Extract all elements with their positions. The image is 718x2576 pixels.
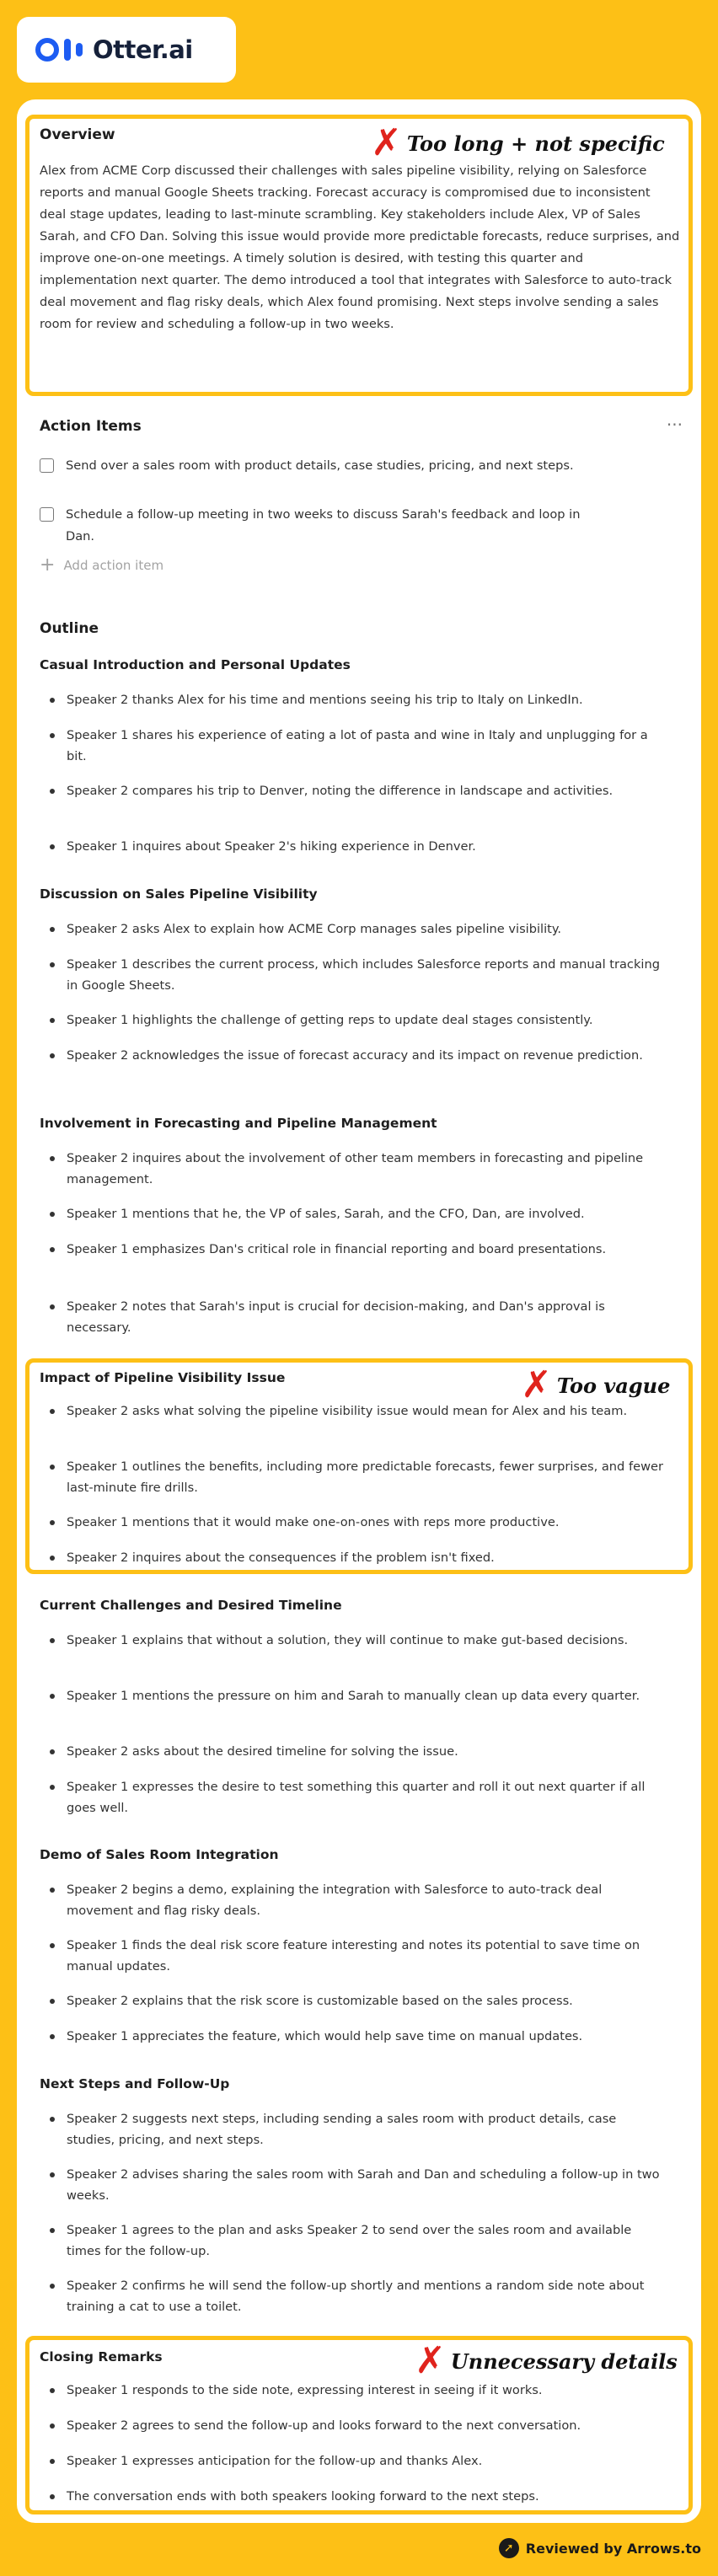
outline-bullet: Speaker 1 describes the current process, which includes Salesforce reports and manual tracking in Google Sheets. (67, 954, 665, 996)
outline-section-title: Demo of Sales Room Integration (40, 1847, 279, 1862)
otter-logo-icon (35, 38, 83, 62)
outline-bullet: Speaker 1 agrees to the plan and asks Speaker 2 to send over the sales room and available times for the follow-up. (67, 2220, 665, 2262)
outline-bullet: Speaker 2 advises sharing the sales room with Sarah and Dan and scheduling a follow-up in two weeks. (67, 2164, 665, 2206)
outline-bullet: Speaker 1 expresses the desire to test something this quarter and roll it out next quarter if all goes well. (67, 1776, 665, 1818)
outline-bullet: Speaker 2 asks Alex to explain how ACME Corp manages sales pipeline visibility. (67, 918, 665, 940)
reviewed-by-badge[interactable]: ➚ Reviewed by Arrows.to (499, 2538, 701, 2558)
outline-bullet: Speaker 1 responds to the side note, expressing interest in seeing if it works. (67, 2380, 665, 2401)
action-item-text: Send over a sales room with product details, case studies, pricing, and next steps. (66, 458, 574, 473)
outline-bullet: Speaker 2 compares his trip to Denver, noting the difference in landscape and activities. (67, 780, 665, 801)
action-item-checkbox[interactable] (40, 458, 54, 473)
outline-bullet: Speaker 1 highlights the challenge of getting reps to update deal stages consistently. (67, 1010, 665, 1031)
outline-bullet: Speaker 2 thanks Alex for his time and mentions seeing his trip to Italy on LinkedIn. (67, 689, 665, 710)
outline-bullet: Speaker 1 appreciates the feature, which would help save time on manual updates. (67, 2026, 665, 2047)
outline-bullet: Speaker 1 outlines the benefits, including more predictable forecasts, fewer surprises, and fewer last-minute fire drills. (67, 1456, 665, 1498)
outline-bullet: Speaker 2 asks about the desired timeline for solving the issue. (67, 1741, 665, 1762)
outline-bullet: Speaker 2 explains that the risk score is customizable based on the sales process. (67, 1990, 665, 2011)
outline-bullet: Speaker 2 confirms he will send the follow-up shortly and mentions a random side note about training a cat to use a toilet. (67, 2275, 665, 2317)
x-mark-icon: ✗ (371, 121, 402, 164)
outline-bullet: Speaker 2 acknowledges the issue of forecast accuracy and its impact on revenue prediction. (67, 1045, 665, 1066)
action-items-title: Action Items (40, 418, 142, 435)
otter-logo (17, 17, 236, 83)
outline-bullet: Speaker 2 inquires about the consequences if the problem isn't fixed. (67, 1547, 665, 1568)
outline-bullet: Speaker 1 expresses anticipation for the follow-up and thanks Alex. (67, 2450, 665, 2472)
outline-bullet: Speaker 1 mentions that he, the VP of sales, Sarah, and the CFO, Dan, are involved. (67, 1203, 665, 1224)
logo-wordmark: Otter.ai (93, 35, 193, 64)
overview-title: Overview (40, 126, 115, 143)
plus-icon: + (40, 554, 56, 576)
outline-section-title: Casual Introduction and Personal Updates (40, 657, 351, 672)
action-item (40, 504, 596, 548)
outline-bullet: Speaker 1 shares his experience of eating a lot of pasta and wine in Italy and unplugging for a bit. (67, 725, 665, 767)
outline-bullet: Speaker 1 inquires about Speaker 2's hiking experience in Denver. (67, 836, 665, 857)
action-item-checkbox[interactable] (40, 507, 54, 522)
outline-bullet: The conversation ends with both speakers looking forward to the next steps. (67, 2486, 665, 2507)
outline-bullet: Speaker 2 begins a demo, explaining the integration with Salesforce to auto-track deal movement and flag risky deals. (67, 1879, 665, 1921)
action-item-text: Schedule a follow-up meeting in two weeks to discuss Sarah's feedback and loop in Dan. (66, 507, 581, 544)
outline-section-title: Current Challenges and Desired Timeline (40, 1598, 342, 1613)
outline-section-title: Next Steps and Follow-Up (40, 2076, 230, 2091)
outline-section-title: Involvement in Forecasting and Pipeline Management (40, 1116, 437, 1131)
outline-title: Outline (40, 620, 99, 637)
outline-bullet: Speaker 2 notes that Sarah's input is crucial for decision-making, and Dan's approval is necessary. (67, 1296, 665, 1338)
action-item (40, 455, 596, 477)
outline-bullet: Speaker 2 inquires about the involvement of other team members in forecasting and pipeline management. (67, 1148, 665, 1190)
more-options-icon[interactable]: ··· (666, 415, 683, 435)
outline-bullet: Speaker 2 agrees to send the follow-up and looks forward to the next conversation. (67, 2415, 665, 2436)
outline-bullet: Speaker 2 suggests next steps, including sending a sales room with product details, case studies, pricing, and next steps. (67, 2108, 665, 2150)
outline-bullet: Speaker 1 mentions that it would make one-on-ones with reps more productive. (67, 1512, 665, 1533)
overview-annotation: ✗ Too long + not specific (371, 121, 665, 164)
outline-bullet: Speaker 1 explains that without a solution, they will continue to make gut-based decisions. (67, 1630, 665, 1651)
x-mark-icon: ✗ (521, 1363, 552, 1406)
outline-bullet: Speaker 2 asks what solving the pipeline visibility issue would mean for Alex and his team. (67, 1400, 665, 1422)
closing-annotation: ✗ Unnecessary details (415, 2339, 678, 2382)
x-mark-icon: ✗ (415, 2339, 446, 2382)
outline-section-title: Closing Remarks (40, 2349, 163, 2364)
outline-bullet: Speaker 1 emphasizes Dan's critical role in financial reporting and board presentations. (67, 1239, 665, 1260)
outline-bullet: Speaker 1 mentions the pressure on him and Sarah to manually clean up data every quarter. (67, 1685, 665, 1706)
summary-card (17, 99, 701, 2523)
outline-section-title: Impact of Pipeline Visibility Issue (40, 1370, 286, 1385)
arrows-logo-icon: ➚ (499, 2538, 519, 2558)
impact-annotation: ✗ Too vague (521, 1363, 671, 1406)
add-action-item-button[interactable]: + Add action item (40, 554, 164, 576)
outline-bullet: Speaker 1 finds the deal risk score feature interesting and notes its potential to save time on manual updates. (67, 1935, 665, 1977)
overview-text: Alex from ACME Corp discussed their challenges with sales pipeline visibility, relying on Salesforce reports and manual Google Sheets tracking. Forecast accuracy is compromised due to inconsistent deal stage updates, leading to last-minute scrambling. Key stakeholders include Alex, VP of Sales Sarah, and CFO Dan. Solving this issue would provide more predictable forecasts, reduce surprises, and improve one-on-one meetings. A timely solution is desired, with testing this quarter and implementation next quarter. The demo introduced a tool that integrates with Salesforce to auto-track deal movement and flag risky deals, which Alex found promising. Next steps involve sending a sales room for review and scheduling a follow-up in two weeks. (40, 163, 680, 331)
outline-section-title: Discussion on Sales Pipeline Visibility (40, 886, 318, 902)
